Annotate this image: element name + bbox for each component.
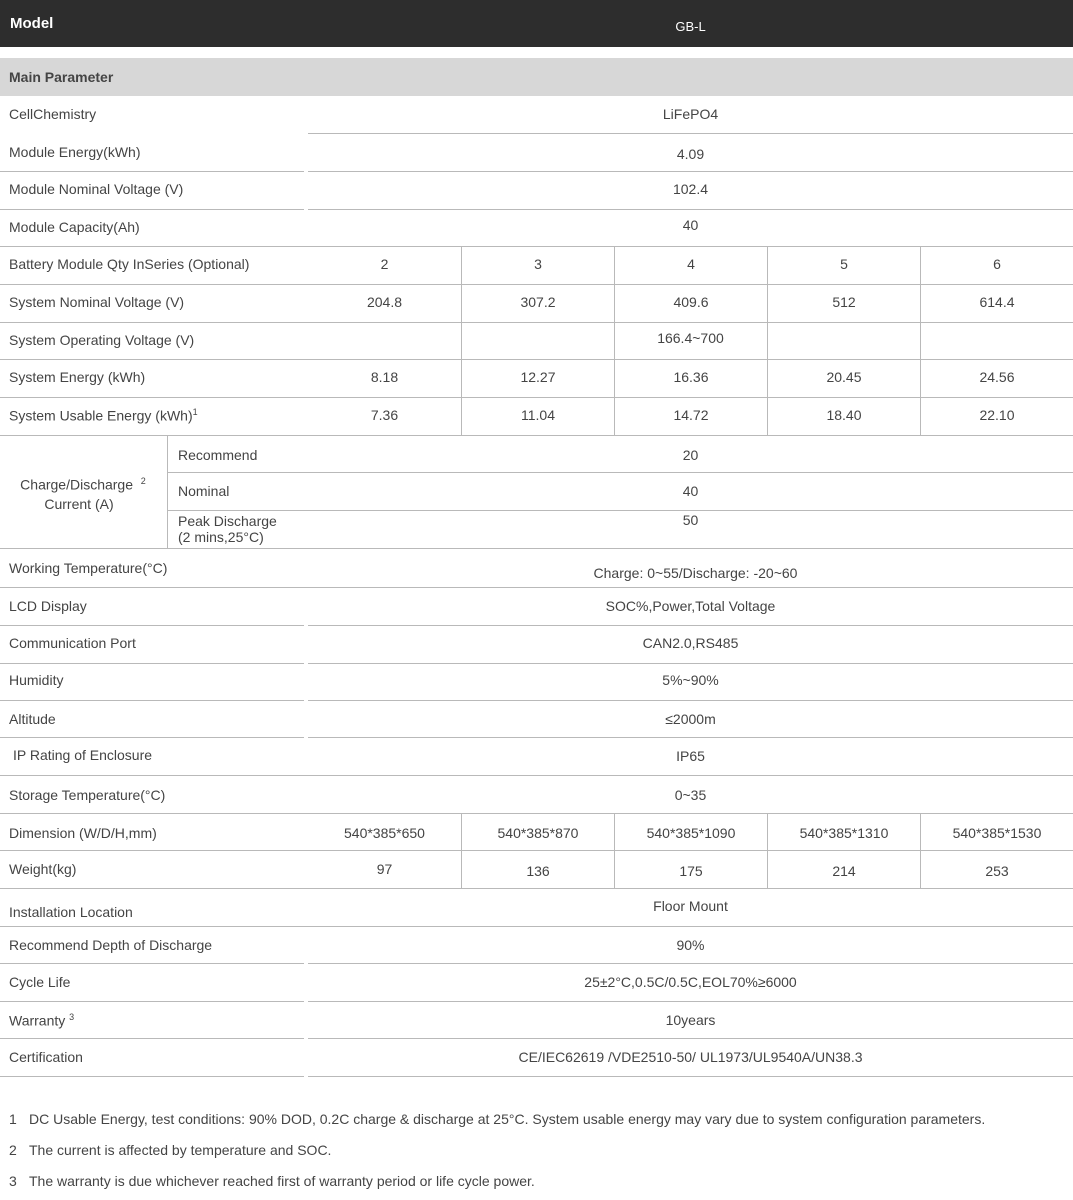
- row-divider: [0, 322, 1073, 323]
- value-weight-5: 253: [985, 863, 1009, 879]
- value-usable-energy-1: 7.36: [370, 407, 399, 423]
- row-divider: [0, 284, 1073, 285]
- label-module-qty: Battery Module Qty InSeries (Optional): [9, 256, 250, 272]
- row-divider: [308, 625, 1073, 626]
- label-usable-energy: [9, 407, 198, 424]
- label-cell-chemistry: CellChemistry: [9, 106, 97, 122]
- row-divider: [0, 397, 1073, 398]
- row-divider: [0, 700, 304, 701]
- footnote-number: 3: [9, 1173, 17, 1189]
- row-divider: [308, 1001, 1073, 1002]
- row-divider: [0, 737, 304, 738]
- value-warranty: 10years: [665, 1012, 716, 1028]
- row-divider: [308, 133, 1073, 134]
- row-divider: [0, 1038, 304, 1039]
- row-divider: [0, 359, 1073, 360]
- footnote-3: [9, 1173, 535, 1189]
- value-sys-energy-5: 24.56: [979, 369, 1015, 385]
- label-usable-energy-text: System Usable Energy (kWh): [9, 407, 193, 424]
- footnote-marker: 1: [192, 407, 198, 417]
- value-module-capacity: 40: [682, 217, 699, 233]
- table-header: [0, 0, 1073, 47]
- label-current-text: Charge/Discharge: [20, 476, 134, 493]
- value-sys-voltage-1: 204.8: [366, 294, 403, 310]
- row-divider: [308, 737, 1073, 738]
- value-nominal: 40: [682, 483, 699, 499]
- value-usable-energy-5: 22.10: [979, 407, 1015, 423]
- value-sys-energy-3: 16.36: [673, 369, 709, 385]
- value-qty-2: 3: [534, 256, 542, 272]
- value-sys-voltage-2: 307.2: [520, 294, 556, 310]
- row-divider: [168, 472, 1073, 473]
- value-usable-energy-3: 14.72: [673, 407, 709, 423]
- value-storage-temp: 0~35: [674, 787, 707, 803]
- label-cycle: Cycle Life: [9, 974, 71, 990]
- column-divider: [767, 247, 768, 435]
- value-ip: IP65: [676, 748, 705, 764]
- label-operating-voltage: System Operating Voltage (V): [9, 332, 195, 348]
- value-qty-1: 2: [380, 256, 389, 272]
- row-divider: [0, 850, 1073, 851]
- value-dod: 90%: [676, 937, 705, 953]
- value-sys-voltage-5: 614.4: [979, 294, 1015, 310]
- label-weight: Weight(kg): [9, 861, 77, 877]
- value-working-temp: Charge: 0~55/Discharge: -20~60: [593, 565, 798, 581]
- label-lcd: LCD Display: [9, 598, 87, 614]
- value-operating-voltage: 166.4~700: [657, 330, 724, 346]
- label-system-voltage: System Nominal Voltage (V): [9, 294, 185, 310]
- column-divider: [461, 247, 462, 435]
- footnote-number: 1: [9, 1111, 17, 1127]
- value-certification: CE/IEC62619 /VDE2510-50/ UL1973/UL9540A/UN38.3: [518, 1049, 863, 1065]
- value-sys-energy-1: 8.18: [370, 369, 399, 385]
- value-usable-energy-2: 11.04: [521, 407, 555, 423]
- value-dimension-2: 540*385*870: [497, 825, 579, 841]
- label-warranty: [9, 1012, 74, 1029]
- value-qty-4: 5: [840, 256, 848, 272]
- footnote-marker: 3: [69, 1012, 75, 1022]
- row-divider: [308, 209, 1073, 210]
- label-recommend: Recommend: [178, 447, 258, 463]
- label-peak-line2: (2 mins,25°C): [178, 529, 264, 545]
- value-dimension-5: 540*385*1530: [952, 825, 1042, 841]
- section-title: Main Parameter: [9, 69, 114, 85]
- label-peak-line1: Peak Discharge: [178, 513, 277, 529]
- value-humidity: 5%~90%: [662, 672, 719, 688]
- footnote-number: 2: [9, 1142, 17, 1158]
- value-sys-energy-2: 12.27: [520, 369, 556, 385]
- value-qty-3: 4: [687, 256, 695, 272]
- label-module-capacity: Module Capacity(Ah): [9, 219, 140, 235]
- value-peak: 50: [682, 512, 699, 528]
- value-recommend: 20: [682, 447, 699, 463]
- column-divider: [767, 814, 768, 888]
- label-dimension: Dimension (W/D/H,mm): [9, 825, 157, 841]
- value-sys-energy-4: 20.45: [826, 369, 862, 385]
- value-module-voltage: 102.4: [672, 181, 709, 197]
- label-working-temp: Working Temperature(°C): [9, 560, 168, 576]
- row-divider: [0, 1076, 304, 1077]
- row-divider: [0, 548, 1073, 549]
- row-divider: [0, 926, 1073, 927]
- label-current-line2: Current (A): [44, 496, 114, 512]
- label-altitude: Altitude: [9, 711, 56, 727]
- row-divider: [308, 663, 1073, 664]
- row-divider: [0, 963, 304, 964]
- row-divider: [308, 1076, 1073, 1077]
- label-warranty-text: Warranty: [9, 1012, 66, 1029]
- row-divider: [0, 246, 1073, 247]
- column-divider: [614, 814, 615, 888]
- row-divider: [168, 510, 1073, 511]
- model-label: Model: [10, 15, 54, 32]
- value-weight-4: 214: [832, 863, 856, 879]
- label-nominal: Nominal: [178, 483, 230, 499]
- value-module-energy: 4.09: [676, 146, 705, 162]
- label-current-line1: [0, 476, 166, 493]
- row-divider: [0, 209, 304, 210]
- row-divider: [0, 171, 304, 172]
- value-sys-voltage-4: 512: [832, 294, 856, 310]
- row-divider: [308, 1038, 1073, 1039]
- value-dimension-4: 540*385*1310: [799, 825, 889, 841]
- label-comm: Communication Port: [9, 635, 136, 651]
- value-weight-1: 97: [376, 861, 393, 877]
- footnote-text: The current is affected by temperature and SOC.: [29, 1142, 332, 1158]
- section-main-parameter: [0, 58, 1073, 96]
- value-qty-5: 6: [993, 256, 1001, 272]
- value-weight-2: 136: [526, 863, 550, 879]
- footnote-2: [9, 1142, 331, 1158]
- row-divider: [0, 625, 304, 626]
- label-humidity: Humidity: [9, 672, 64, 688]
- value-altitude: ≤2000m: [665, 711, 716, 727]
- value-usable-energy-4: 18.40: [826, 407, 862, 423]
- label-dod: Recommend Depth of Discharge: [9, 937, 213, 953]
- label-module-energy: Module Energy(kWh): [9, 144, 141, 160]
- footnote-text: The warranty is due whichever reached first of warranty period or life cycle power.: [29, 1173, 535, 1189]
- value-comm: CAN2.0,RS485: [642, 635, 739, 651]
- row-divider: [308, 963, 1073, 964]
- row-divider: [0, 1001, 304, 1002]
- row-divider: [0, 435, 1073, 436]
- footnote-text: DC Usable Energy, test conditions: 90% DOD, 0.2C charge & discharge at 25°C. System usable energy may vary due to system configuration parameters.: [29, 1111, 986, 1127]
- row-divider: [308, 171, 1073, 172]
- model-value: GB-L: [675, 19, 706, 34]
- label-system-energy: System Energy (kWh): [9, 369, 146, 385]
- value-lcd: SOC%,Power,Total Voltage: [605, 598, 776, 614]
- label-certification: Certification: [9, 1049, 83, 1065]
- column-divider: [614, 247, 615, 435]
- label-module-voltage: Module Nominal Voltage (V): [9, 181, 184, 197]
- value-weight-3: 175: [679, 863, 703, 879]
- row-divider: [0, 888, 1073, 889]
- value-dimension-1: 540*385*650: [344, 825, 425, 841]
- row-divider: [0, 813, 1073, 814]
- value-cell-chemistry: LiFePO4: [662, 106, 719, 122]
- column-divider: [920, 247, 921, 435]
- label-ip: IP Rating of Enclosure: [13, 747, 153, 763]
- footnote-marker: 2: [140, 476, 146, 486]
- value-install: Floor Mount: [653, 898, 728, 914]
- column-divider: [461, 814, 462, 888]
- row-divider: [0, 663, 304, 664]
- value-cycle: 25±2°C,0.5C/0.5C,EOL70%≥6000: [584, 974, 797, 990]
- row-divider: [0, 587, 1073, 588]
- footnote-1: [9, 1111, 985, 1127]
- value-dimension-3: 540*385*1090: [646, 825, 736, 841]
- row-divider: [0, 775, 1073, 776]
- label-storage-temp: Storage Temperature(°C): [9, 787, 166, 803]
- label-install: Installation Location: [9, 904, 133, 920]
- column-divider: [167, 436, 168, 548]
- row-divider: [308, 700, 1073, 701]
- column-divider: [920, 814, 921, 888]
- value-sys-voltage-3: 409.6: [673, 294, 709, 310]
